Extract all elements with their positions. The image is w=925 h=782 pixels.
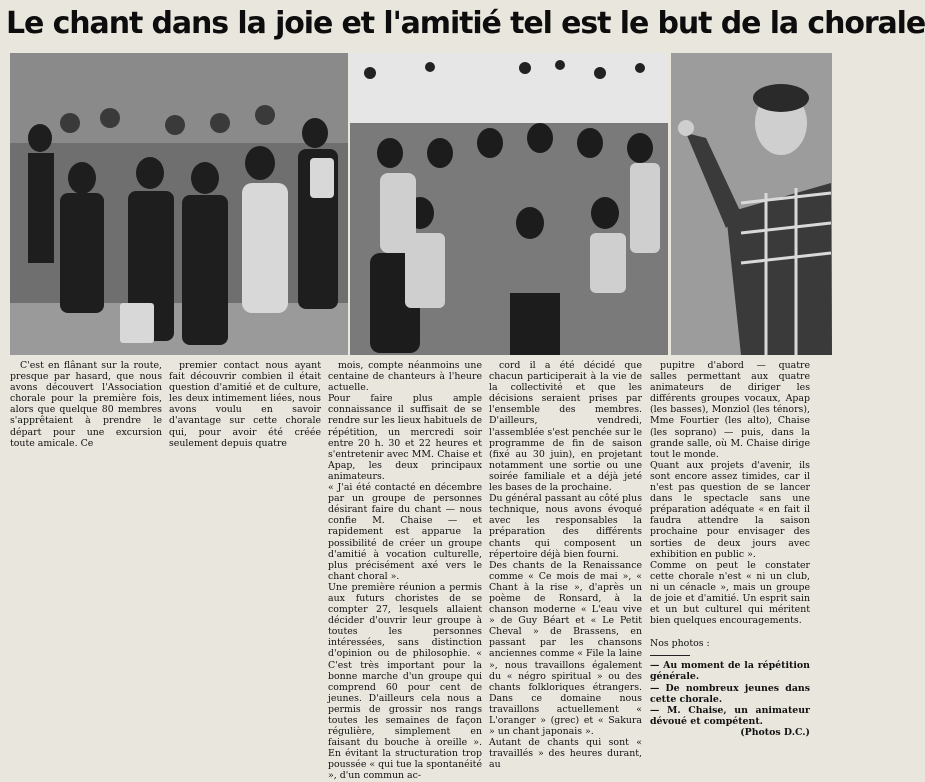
article-column-1 (10, 360, 162, 642)
paragraph: mois, compte néanmoins une centaine de chanteurs à l'heure actuelle. Pour faire plus ample connaissance il suffisait de se rendre sur les lieux habituels de répétition, un mercredi soir entre 20 h. 30 et 22 heures et s'entretenir avec MM. Chaise et Apap, les deux principaux animateurs. « J'ai été contacté en décembre par un groupe de personnes désirant faire du chant — nous confie M. Chaise — et rapidement est apparue la possibilité de créer un groupe d'amitié à vocation culturelle, plus précisément axé vers le chant choral ». Une première réunion a permis aux futurs choristes de se compter 27, lesquels allaient décider d'ouvrir leur groupe à toutes les personnes intéressées, sans distinction d'opinion ou de philosophie. « C'est très important pour la bonne marche d'un groupe qui comprend 60 pour cent de jeunes. D'ailleurs cela nous a permis de grossir nos rangs toutes les semaines de façon régulière, simplement en faisant du bouche à oreille ». En évitant la structuration trop poussée « qui tue la spontanéité », d'un commun ac- (328, 360, 482, 782)
paragraph: C'est en flânant sur la route, presque par hasard, que nous avons découvert l'Association chorale pour la première fois, alors que quelque 80 membres s'apprêtaient à prendre le départ pour une excursion toute amicale. Ce (10, 360, 162, 449)
photo-young-singers (350, 53, 668, 355)
caption-item: — De nombreux jeunes dans cette chorale. (650, 682, 810, 705)
photo-credit: (Photos D.C.) (740, 726, 810, 738)
paragraph: premier contact nous ayant fait découvrir combien il était question d'amitié et de culture, les deux intimement liées, nous avons voulu en savoir d'avantage sur cette chorale qui, pour avoir été créée seulement depuis quatre (169, 360, 321, 449)
divider (650, 655, 690, 656)
article-column-4 (489, 360, 642, 771)
article-column-3 (328, 360, 482, 782)
caption-item: — Au moment de la répétition générale. (650, 660, 810, 683)
photo-rehearsal (10, 53, 348, 355)
article-column-2 (169, 360, 321, 642)
paragraph: pupitre d'abord — quatre salles permettant aux quatre animateurs de diriger les différents groupes vocaux, Apap (les basses), Monziol (les ténors), Mme Fourtier (les alto), Chaise (les soprano) — puis, dans la grande salle, où M. Chaise dirige tout le monde. Quant aux projets d'avenir, ils sont encore assez timides, car il n'est pas question de se lancer dans le spectacle sans une préparation adéquate « en fait il faudra attendre la saison prochaine pour envisager des sorties de deux jours avec exhibition en public ». Comme on peut le constater cette chorale n'est « ni un club, ni un cénacle », mais un groupe de joie et d'amitié. Un esprit sain et un but culturel qui méritent bien quelques encouragements. (650, 360, 810, 627)
captions-label: Nos photos : (650, 638, 710, 650)
headline: Le chant dans la joie et l'amitié tel est le but de la chorale (6, 6, 925, 41)
photo-animator (671, 53, 832, 355)
paragraph: cord il a été décidé que chacun participerait à la vie de la collectivité et que les décisions seraient prises par l'ensemble des membres. D'ailleurs, vendredi, l'assemblée s'est penchée sur le programme de fin de saison (fixé au 30 juin), en projetant notamment une sortie ou une soirée familiale et a déjà jeté les bases de la prochaine. Du général passant au côté plus technique, nous avons évoqué avec les responsables la préparation des différents chants qui composent un répertoire déjà bien fourni. Des chants de la Renaissance comme « Ce mois de mai », « Chant à la rise », d'après un poème de Ronsard, à la chanson moderne « L'eau vive » de Guy Béart et « Le Petit Cheval » de Brassens, en passant par les chansons anciennes comme « File la laine », nous travaillons également du « négro spiritual » ou des chants folkloriques étrangers. Dans ce domaine nous travaillons actuellement « L'oranger » (grec) et « Sakura » un chant japonais ». Autant de chants qui sont « travaillés » des heures durant, au (489, 360, 642, 771)
photo-captions (650, 638, 810, 738)
caption-item: — M. Chaise, un animateur dévoué et compétent. (650, 704, 810, 727)
article-body (10, 360, 832, 782)
article-column-5 (650, 360, 810, 738)
